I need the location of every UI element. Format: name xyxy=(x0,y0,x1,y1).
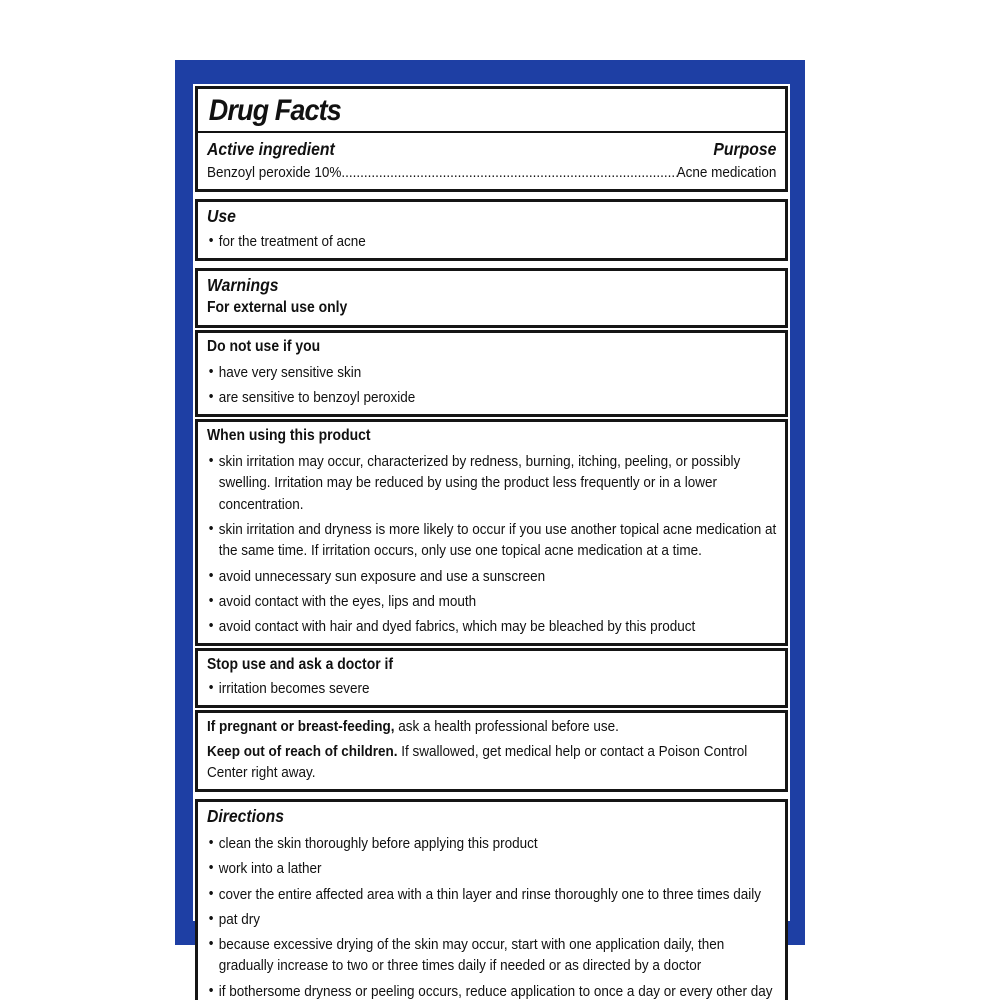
list-item: • irritation becomes severe xyxy=(207,678,776,699)
list-item: • skin irritation may occur, characterized by redness, burning, itching, peeling, or possibly swelling. Irritation may be reduced by using the product less frequently or in a lower concentration. xyxy=(207,451,776,515)
use-list xyxy=(207,231,776,252)
directions-list xyxy=(207,833,776,1000)
panel-stop-use xyxy=(195,648,788,708)
panel-do-not-use xyxy=(195,330,788,417)
stop-use-heading: Stop use and ask a doctor if xyxy=(207,656,394,674)
keep-out-rest: If swallowed, get medical help or contact a Poison Control Center right away. xyxy=(207,742,748,782)
dot-leader xyxy=(341,163,676,183)
list-item: • because excessive drying of the skin may occur, start with one application daily, then gradually increase to two or three times daily if needed or as directed by a doctor xyxy=(207,934,776,977)
panel-pregnancy-keepout xyxy=(195,710,788,792)
list-item: • cover the entire affected area with a thin layer and rinse thoroughly one to three times daily xyxy=(207,884,776,905)
list-item: • avoid unnecessary sun exposure and use a sunscreen xyxy=(207,566,776,587)
ingredient-purpose: Acne medication xyxy=(676,163,777,181)
pregnant-text xyxy=(207,716,776,737)
keep-out-lead: Keep out of reach of children. xyxy=(207,742,398,760)
do-not-use-list xyxy=(207,362,776,409)
ingredient-name: Benzoyl peroxide 10% xyxy=(207,163,342,181)
directions-heading: Directions xyxy=(207,806,285,827)
purpose-heading: Purpose xyxy=(713,139,777,159)
blue-label-frame xyxy=(175,60,805,1000)
stop-use-list xyxy=(207,678,776,699)
ingredient-row xyxy=(207,163,776,183)
panel-when-using xyxy=(195,419,788,646)
keep-out-text xyxy=(207,741,776,784)
list-item: • if bothersome dryness or peeling occurs, reduce application to once a day or every other day xyxy=(207,981,776,1000)
panel-use xyxy=(195,199,788,261)
list-item: • work into a lather xyxy=(207,858,776,879)
list-item: • avoid contact with the eyes, lips and mouth xyxy=(207,591,776,612)
when-using-heading: When using this product xyxy=(207,427,371,445)
list-item: • are sensitive to benzoyl peroxide xyxy=(207,387,776,408)
use-heading: Use xyxy=(207,205,236,226)
list-item: • skin irritation and dryness is more likely to occur if you use another topical acne medication at the same time. If irritation occurs, only use one topical acne medication at a time. xyxy=(207,519,776,562)
pregnant-lead: If pregnant or breast-feeding, xyxy=(207,718,395,736)
panel-drug-facts-header xyxy=(195,86,788,192)
drug-facts-title: Drug Facts xyxy=(208,94,341,127)
pregnant-rest: ask a health professional before use. xyxy=(394,718,619,736)
active-ingredient-heading: Active ingredient xyxy=(207,139,335,159)
list-item: • have very sensitive skin xyxy=(207,362,776,383)
drug-facts-label xyxy=(193,84,790,1000)
panel-warnings xyxy=(195,268,788,328)
do-not-use-heading: Do not use if you xyxy=(207,338,321,356)
list-item: • pat dry xyxy=(207,909,776,930)
list-item: • for the treatment of acne xyxy=(207,231,776,252)
title-divider xyxy=(198,131,785,133)
when-using-list xyxy=(207,451,776,637)
list-item: • avoid contact with hair and dyed fabrics, which may be bleached by this product xyxy=(207,616,776,637)
external-use-text: For external use only xyxy=(207,299,348,317)
list-item: • clean the skin thoroughly before applying this product xyxy=(207,833,776,854)
panel-directions xyxy=(195,799,788,1000)
warnings-heading: Warnings xyxy=(207,274,279,295)
